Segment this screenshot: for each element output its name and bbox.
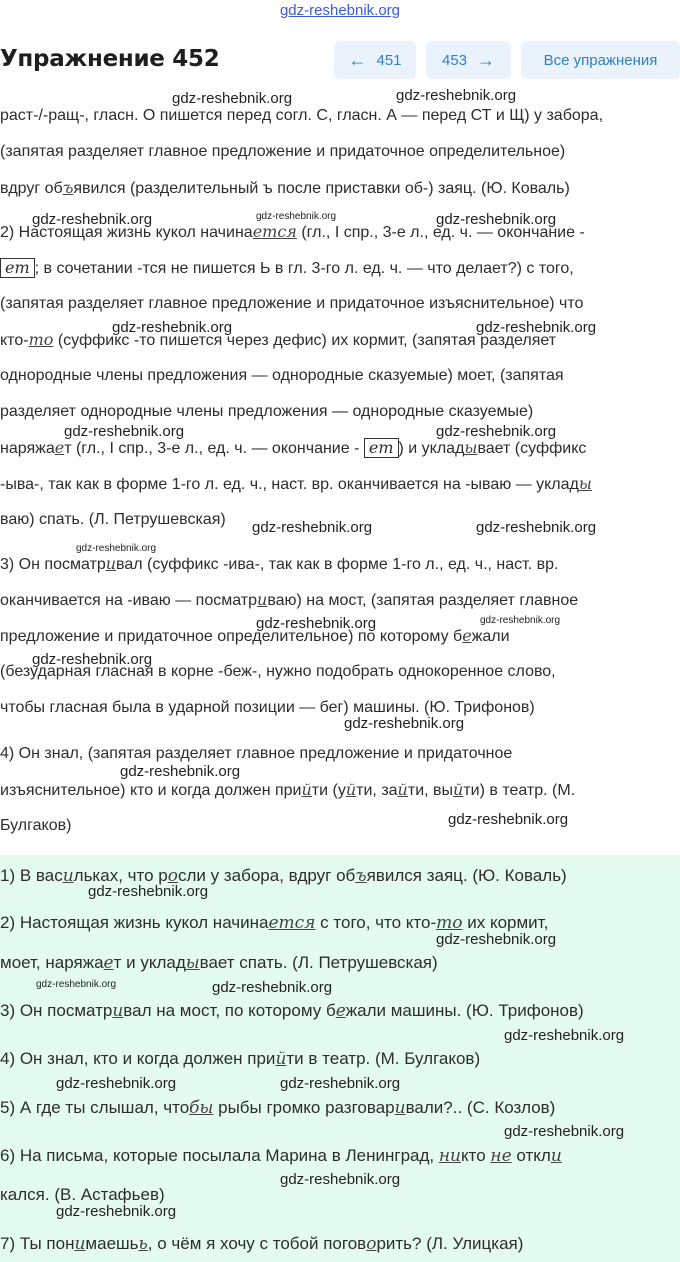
watermark: gdz-reshebnik.org (120, 763, 241, 780)
watermark: gdz-reshebnik.org (280, 1171, 401, 1188)
answer-line: 7) Ты понимаешьь, о чём я хочу с тобой поговорить? (Л. Улицкая) (0, 1234, 524, 1254)
watermark: gdz-reshebnik.org (436, 423, 557, 440)
watermark: gdz-reshebnik.org (476, 519, 597, 536)
morpheme-mark: и (550, 1146, 562, 1166)
next-exercise-button[interactable] (426, 41, 511, 79)
explanation-line: изъяснительное) кто и когда должен прийти (уйти, зайти, выйти) в театр. (М. (0, 780, 576, 799)
morpheme-mark: и (257, 590, 268, 609)
explanation-line: раст-/-ращ-, гласн. О пишется перед согл. С, гласн. А — перед СТ и Щ) у забора, (0, 107, 604, 124)
watermark: gdz-reshebnik.org (56, 1075, 177, 1092)
explanation-line: -ыва-, так как в форме 1-го л. ед. ч., наст. вр. оканчивается на -ываю — уклады (0, 474, 592, 493)
explanation-line: ет ; в сочетании -тся не пишется Ь в гл. 3-го л. ед. ч. — что делает?) с того, (0, 258, 574, 279)
watermark: gdz-reshebnik.org (436, 211, 557, 228)
morpheme-mark: е (54, 438, 65, 457)
morpheme-mark: е (103, 953, 114, 973)
ending-box: ет (364, 438, 399, 458)
morpheme-mark: и (394, 1098, 406, 1118)
answer-line: 4) Он знал, кто и когда должен прийти в театр. (М. Булгаков) (0, 1049, 481, 1069)
answer-line: 6) На письма, которые посылала Марина в Ленинград, никто не откли (0, 1146, 562, 1166)
explanation-line: кто-то (суффикс -то пишется через дефис) их кормит, (запятая разделяет (0, 330, 557, 349)
answer-line: 5) А где ты слышал, чтобы рыбы громко разговаривали?.. (С. Козлов) (0, 1098, 556, 1118)
morpheme-mark: й (345, 780, 357, 799)
morpheme-mark: е (335, 1001, 346, 1021)
explanation-line: 2) Настоящая жизнь кукол начинается (гл., I спр., 3-е л., ед. ч. — окончание - (0, 222, 585, 241)
morpheme-mark: ы (578, 474, 592, 493)
explanation-line: наряжает (гл., I спр., 3-е л., ед. ч. — окончание - ет ) и укладывает (суффикс (0, 438, 587, 457)
morpheme-mark: й (453, 780, 464, 799)
all-exercises-button[interactable] (521, 41, 680, 79)
watermark: gdz-reshebnik.org (256, 211, 337, 222)
morpheme-mark: ы (464, 438, 478, 457)
watermark: gdz-reshebnik.org (32, 211, 153, 228)
morpheme-mark: о (366, 1234, 377, 1254)
explanation-line: (запятая разделяет главное предложение и придаточное изъяснительное) что (0, 295, 584, 312)
morpheme-mark: и (112, 1001, 124, 1021)
watermark: gdz-reshebnik.org (280, 1075, 401, 1092)
watermark: gdz-reshebnik.org (256, 615, 377, 632)
watermark: gdz-reshebnik.org (476, 319, 597, 336)
watermark: gdz-reshebnik.org (504, 1123, 625, 1140)
morpheme-mark: е (462, 626, 472, 645)
morpheme-mark: и (74, 1234, 86, 1254)
morpheme-mark: ется (268, 913, 316, 933)
morpheme-mark: й (275, 1049, 287, 1069)
ending-box: ет (0, 258, 35, 278)
all-exercises-label: Все упражнения (543, 51, 658, 69)
morpheme-mark: ь (138, 1234, 148, 1254)
morpheme-mark: ъ (355, 866, 367, 886)
explanation-line: оканчивается на -иваю — посматриваю) на мост, (запятая разделяет главное (0, 590, 579, 609)
watermark: gdz-reshebnik.org (344, 715, 465, 732)
explanation-line: 3) Он посматривал (суффикс -ива-, так как в форме 1-го л., ед. ч., наст. вр. (0, 554, 559, 573)
watermark: gdz-reshebnik.org (212, 979, 333, 996)
watermark: gdz-reshebnik.org (112, 319, 233, 336)
explanation-line: ваю) спать. (Л. Петрушевская) (0, 511, 226, 528)
morpheme-mark: й (301, 780, 312, 799)
morpheme-mark: то (28, 330, 54, 349)
watermark: gdz-reshebnik.org (36, 979, 117, 990)
watermark: gdz-reshebnik.org (396, 87, 517, 104)
explanation-line: вдруг объявился (разделительный ъ после приставки об-) заяц. (Ю. Коваль) (0, 178, 570, 197)
site-link[interactable]: gdz-reshebnik.org (279, 2, 401, 19)
watermark: gdz-reshebnik.org (76, 543, 157, 554)
morpheme-mark: не (490, 1146, 512, 1166)
morpheme-mark: ъ (62, 178, 74, 197)
morpheme-mark: ы (185, 953, 200, 973)
prev-exercise-button[interactable] (334, 41, 416, 79)
watermark: gdz-reshebnik.org (64, 423, 185, 440)
morpheme-mark: о (167, 866, 178, 886)
morpheme-mark: то (436, 913, 463, 933)
explanation-line: Булгаков) (0, 817, 72, 834)
morpheme-mark: ется (252, 222, 297, 241)
explanation-line: чтобы гласная была в ударной позиции — бег) машины. (Ю. Трифонов) (0, 699, 535, 716)
watermark: gdz-reshebnik.org (32, 651, 153, 668)
explanation-line: однородные члены предложения — однородные сказуемые) моет, (запятая (0, 367, 564, 384)
watermark: gdz-reshebnik.org (480, 615, 561, 626)
watermark: gdz-reshebnik.org (172, 90, 293, 107)
morpheme-mark: ни (438, 1146, 461, 1166)
answer-line: 2) Настоящая жизнь кукол начинается с того, что кто-то их кормит, (0, 913, 549, 933)
watermark: gdz-reshebnik.org (56, 1203, 177, 1220)
morpheme-mark: бы (189, 1098, 214, 1118)
explanation-line: разделяет однородные члены предложения — однородные сказуемые) (0, 403, 534, 420)
watermark: gdz-reshebnik.org (436, 931, 557, 948)
watermark: gdz-reshebnik.org (448, 811, 569, 828)
answer-line: моет, наряжает и укладывает спать. (Л. Петрушевская) (0, 953, 438, 973)
morpheme-mark: и (62, 866, 74, 886)
page-title: Упражнение 452 (0, 46, 220, 72)
watermark: gdz-reshebnik.org (88, 883, 209, 900)
morpheme-mark: й (397, 780, 408, 799)
arrow-right-icon: → (477, 49, 496, 70)
answer-line: кался. (В. Астафьев) (0, 1185, 165, 1204)
explanation-line: (запятая разделяет главное предложение и придаточное определительное) (0, 143, 566, 160)
answer-line: 1) В васильках, что росли у забора, вдруг объявился заяц. (Ю. Коваль) (0, 866, 567, 886)
prev-exercise-label: 451 (376, 51, 402, 69)
morpheme-mark: и (105, 554, 117, 573)
answer-line: 3) Он посматривал на мост, по которому бежали машины. (Ю. Трифонов) (0, 1001, 584, 1021)
explanation-line: предложение и придаточное определительное) по которому бежали (0, 626, 510, 645)
explanation-line: 4) Он знал, (запятая разделяет главное предложение и придаточное (0, 745, 513, 762)
watermark: gdz-reshebnik.org (252, 519, 373, 536)
explanation-line: (безударная гласная в корне -беж-, нужно подобрать однокоренное слово, (0, 663, 556, 680)
watermark: gdz-reshebnik.org (504, 1027, 625, 1044)
next-exercise-label: 453 (441, 51, 468, 69)
arrow-left-icon: ← (348, 49, 367, 70)
